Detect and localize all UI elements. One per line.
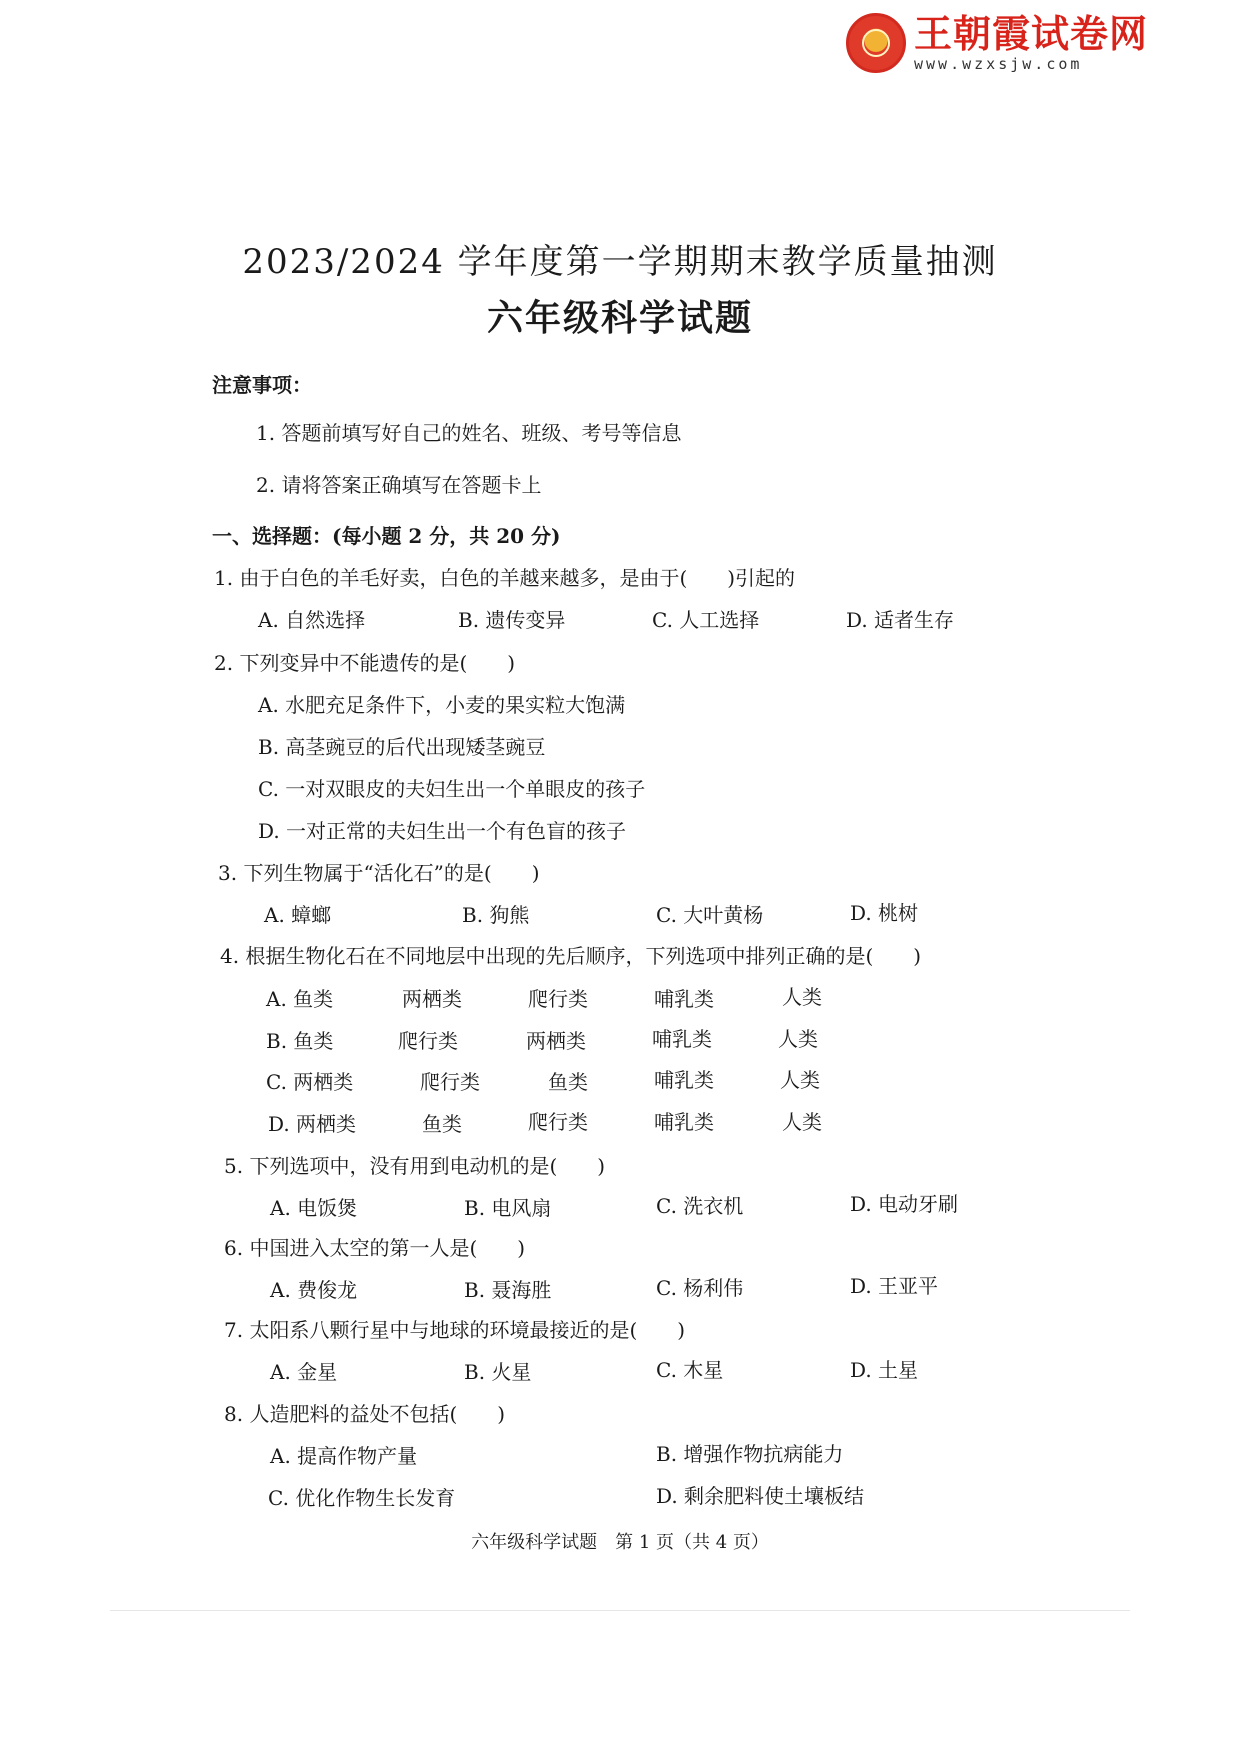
page-divider: [110, 1610, 1130, 1611]
logo-seal-icon: [846, 13, 906, 73]
page-footer: 六年级科学试题 第 1 页（共 4 页）: [471, 1532, 769, 1553]
question-stem: 7. 太阳系八颗行星中与地球的环境最接近的是( ): [224, 1318, 686, 1342]
option: D. 电动牙刷: [850, 1192, 959, 1216]
question-stem: 6. 中国进入太空的第一人是( ): [224, 1236, 526, 1260]
exam-subtitle: 六年级科学试题: [486, 297, 753, 339]
option-row-cell: 鱼类: [548, 1070, 588, 1094]
option: A. 费俊龙: [270, 1278, 358, 1302]
option: B. 增强作物抗病能力: [656, 1442, 844, 1466]
option-row-cell: 两栖类: [402, 987, 462, 1011]
option-row-cell: 两栖类: [526, 1029, 586, 1053]
option: B. 高茎豌豆的后代出现矮茎豌豆: [258, 735, 546, 759]
option-row-cell: 人类: [782, 1110, 822, 1134]
option-row-cell: C. 两栖类: [266, 1070, 354, 1094]
option: D. 一对正常的夫妇生出一个有色盲的孩子: [258, 819, 627, 843]
option-row-cell: B. 鱼类: [266, 1029, 334, 1053]
option: A. 蟑螂: [264, 903, 332, 927]
option: A. 自然选择: [258, 608, 366, 632]
option: D. 剩余肥料使土壤板结: [656, 1484, 865, 1508]
option: A. 电饭煲: [270, 1196, 358, 1220]
option-row-cell: D. 两栖类: [268, 1112, 357, 1136]
option: B. 遗传变异: [458, 608, 566, 632]
option: B. 电风扇: [464, 1196, 552, 1220]
notice-item-2: 2. 请将答案正确填写在答题卡上: [256, 473, 542, 497]
question-stem: 3. 下列生物属于“活化石”的是( ): [218, 861, 540, 885]
option-row-cell: 爬行类: [528, 1110, 588, 1134]
question-stem: 5. 下列选项中，没有用到电动机的是( ): [224, 1154, 606, 1178]
question-stem: 4. 根据生物化石在不同地层中出现的先后顺序，下列选项中排列正确的是( ): [220, 944, 922, 968]
option: D. 王亚平: [850, 1274, 939, 1298]
option: B. 狗熊: [462, 903, 530, 927]
option-row-cell: 爬行类: [398, 1029, 458, 1053]
exam-title: 2023/2024 学年度第一学期期末教学质量抽测: [242, 242, 998, 282]
notice-item-1: 1. 答题前填写好自己的姓名、班级、考号等信息: [256, 421, 682, 445]
site-logo: [846, 10, 1164, 76]
option: C. 优化作物生长发育: [268, 1486, 456, 1510]
question-stem: 1. 由于白色的羊毛好卖，白色的羊越来越多，是由于( )引起的: [214, 566, 796, 590]
option: C. 大叶黄杨: [656, 903, 764, 927]
question-stem: 2. 下列变异中不能遗传的是( ): [214, 651, 516, 675]
option: D. 土星: [850, 1358, 919, 1382]
option-row-cell: 哺乳类: [654, 1068, 714, 1092]
option: C. 人工选择: [652, 608, 760, 632]
option-row-cell: A. 鱼类: [266, 987, 334, 1011]
option-row-cell: 哺乳类: [654, 987, 714, 1011]
option: C. 杨利伟: [656, 1276, 744, 1300]
option: D. 桃树: [850, 901, 919, 925]
question-stem: 8. 人造肥料的益处不包括( ): [224, 1402, 506, 1426]
option-row-cell: 哺乳类: [654, 1110, 714, 1134]
option: A. 水肥充足条件下，小麦的果实粒大饱满: [258, 693, 626, 717]
logo-url: www.wzxsjw.com: [914, 55, 1083, 73]
notice-heading: 注意事项：: [212, 373, 312, 397]
option-row-cell: 爬行类: [420, 1070, 480, 1094]
option-row-cell: 爬行类: [528, 987, 588, 1011]
option: C. 木星: [656, 1358, 724, 1382]
option-row-cell: 哺乳类: [652, 1027, 712, 1051]
option-row-cell: 人类: [780, 1068, 820, 1092]
option: A. 提高作物产量: [270, 1444, 418, 1468]
option: A. 金星: [270, 1360, 338, 1384]
option: C. 一对双眼皮的夫妇生出一个单眼皮的孩子: [258, 777, 646, 801]
option: D. 适者生存: [846, 608, 955, 632]
section-heading: 一、选择题：(每小题 2 分，共 20 分): [212, 524, 561, 548]
option: C. 洗衣机: [656, 1194, 744, 1218]
logo-name: 王朝霞试卷网: [914, 12, 1149, 56]
option: B. 聂海胜: [464, 1278, 552, 1302]
option-row-cell: 鱼类: [422, 1112, 462, 1136]
option-row-cell: 人类: [782, 985, 822, 1009]
option: B. 火星: [464, 1360, 532, 1384]
option-row-cell: 人类: [778, 1027, 818, 1051]
